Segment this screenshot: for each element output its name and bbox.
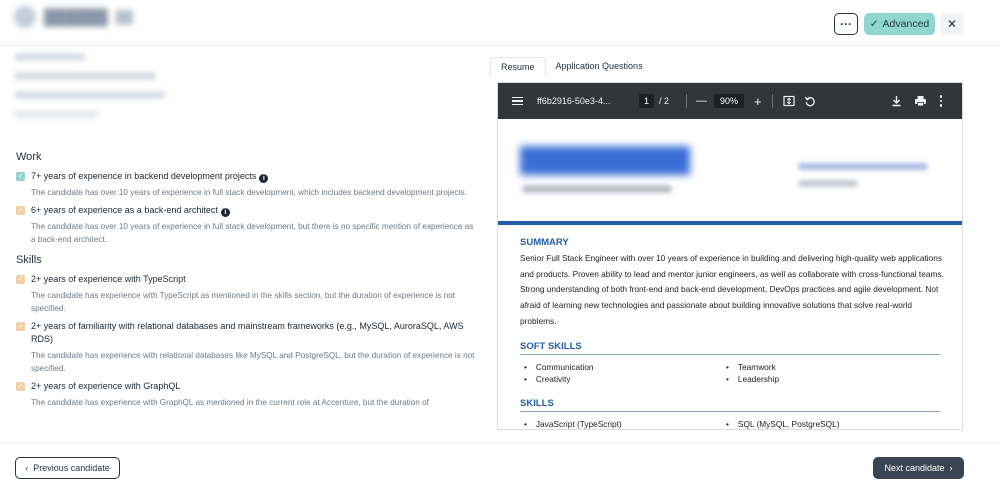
tab-resume[interactable]: Resume [490,57,546,77]
next-candidate-label: Next candidate [884,463,945,473]
page-total: / 2 [659,96,670,106]
section-rule [520,411,940,412]
next-candidate-button[interactable] [873,457,964,479]
candidate-tag-redacted: ██ [115,10,133,24]
resume-summary-text: Senior Full Stack Engineer with over 10 years of experience in building and delivering high-quality web applications and products. Proven ability to lead and mentor junior engineers, as well as collaborate with cross-functional teams. Strong understanding of both front-end and back-end development, DevOps practices and agile development. Not afraid of learning new technologies and passionate about building innovative solutions that solve real-world problems. [520,253,944,326]
info-icon[interactable]: i [259,174,268,183]
advanced-button[interactable] [864,13,935,35]
resume-name-redacted: ██████████ [520,147,691,174]
soft-skill-item: • Leadership [726,374,779,384]
criterion-row [16,380,476,393]
resume-summary-title: SUMMARY [520,237,569,248]
criterion-row [16,204,476,217]
section-rule [520,354,940,355]
criterion-row [16,320,476,346]
criterion-description: The candidate has experience with relational databases like MySQL and PostgreSQL, but the duration of experience is not specified. [31,351,475,373]
criterion-row [16,170,476,183]
candidate-name-redacted: ██████ [44,8,108,26]
section-title-skills: Skills [16,254,42,266]
skill-item: • SQL (MySQL, PostgreSQL) [726,419,840,429]
criterion-description: The candidate has experience with TypeScript as mentioned in the skills section, but the duration of experience is not specified. [31,291,456,313]
zoom-out-icon[interactable]: — [696,95,707,107]
rotate-icon[interactable] [804,83,816,119]
resume-page [498,119,963,430]
partial-check-icon: ✓ [17,383,24,390]
page-number-input[interactable]: 1 [639,94,654,108]
criterion-row [16,273,476,286]
criterion-label: 7+ years of experience in backend development projects i [31,170,268,183]
close-icon[interactable]: ✕ [940,13,964,35]
criteria-panel [0,47,488,433]
advanced-button-label: Advanced [882,18,930,30]
pdf-filename: ff6b2916-50e3-4... [537,96,611,106]
download-icon[interactable] [891,83,902,119]
previous-candidate-label: Previous candidate [33,463,110,473]
resume-soft-skills-title: SOFT SKILLS [520,341,582,352]
chevron-left-icon: ‹ [25,463,29,473]
pdf-viewer [497,82,963,430]
toolbar-divider [686,83,687,119]
zoom-level[interactable]: 90% [714,83,744,119]
toolbar-divider [772,83,773,119]
criterion-description: The candidate has over 10 years of experience in full stack development, which includes backend development projects. [31,188,468,197]
criterion-label: 2+ years of familiarity with relational databases and mainstream frameworks (e.g., MySQL, AuroraSQL, AWS RDS) [31,321,464,344]
page-indicator [639,83,669,119]
pdf-toolbar [498,83,963,119]
zoom-in-icon[interactable]: + [754,93,762,109]
criteria-list [16,151,476,414]
menu-icon[interactable] [512,83,523,119]
partial-check-icon: ✓ [17,276,24,283]
soft-skill-item: • Communication [524,362,594,372]
candidate-title-redacted [14,6,133,28]
tab-application-questions[interactable]: Application Questions [555,61,643,71]
candidate-details-redacted [14,53,166,129]
partial-check-icon: ✓ [17,207,24,214]
criterion-label: 2+ years of experience with GraphQL [31,381,181,391]
partial-check-icon: ✓ [17,323,24,330]
skill-item: • JavaScript (TypeScript) [524,419,622,429]
more-options-button[interactable]: ··· [834,13,858,35]
resume-headline-redacted [522,185,672,193]
modal-footer [0,443,1000,481]
info-icon[interactable]: i [221,208,230,217]
met-check-icon: ✓ [17,173,24,180]
more-vert-icon[interactable] [940,83,942,119]
chevron-right-icon: › [949,463,953,473]
resume-header-rule [498,221,963,225]
section-title-work: Work [16,151,42,163]
soft-skill-item: • Creativity [524,374,570,384]
check-icon: ✓ [869,18,879,30]
soft-skill-item: • Teamwork [726,362,776,372]
candidate-avatar [14,6,36,28]
resume-skills-title: SKILLS [520,398,554,409]
fit-page-icon[interactable] [783,83,795,119]
criterion-label: 2+ years of experience with TypeScript [31,274,186,284]
criterion-label: 6+ years of experience as a back-end architect i [31,204,230,217]
print-icon[interactable] [914,83,927,119]
modal-header [0,0,1000,46]
resume-contact-redacted [798,163,928,197]
previous-candidate-button[interactable] [15,457,120,479]
criterion-description: The candidate has experience with GraphQL as mentioned in the current role at Accenture, but the duration of [31,398,429,407]
document-tabs [490,57,653,77]
criterion-description: The candidate has over 10 years of experience in full stack development, but there is no specific mention of experience as a back-end architect. [31,222,474,244]
